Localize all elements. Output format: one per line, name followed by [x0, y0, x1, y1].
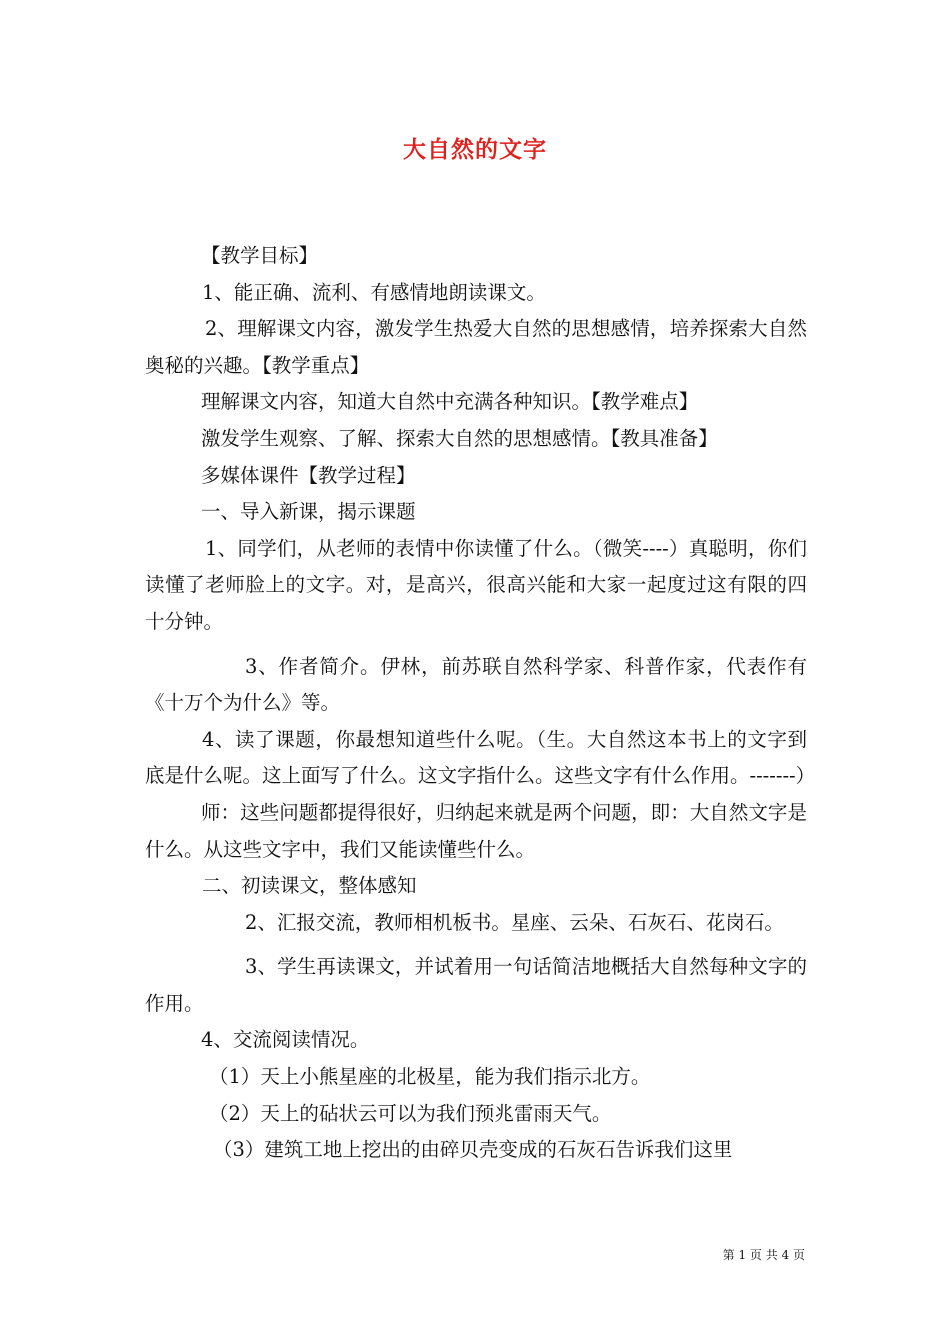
list-item: （3）建筑工地上挖出的由碎贝壳变成的石灰石告诉我们这里 — [213, 1138, 733, 1162]
paragraph: 多媒体课件【教学过程】 — [201, 463, 416, 487]
section-heading: 一、导入新课，揭示课题 — [201, 500, 416, 524]
paragraph: 2、理解课文内容，激发学生热爱大自然的思想感情，培养探索大自然奥秘的兴趣。【教学重点】 — [145, 317, 807, 377]
paragraph: 3、作者简介。伊林，前苏联自然科学家、科普作家，代表作有《十万个为什么》等。 — [145, 654, 807, 715]
spacer — [145, 941, 807, 949]
paragraph: 理解课文内容，知道大自然中充满各种知识。【教学难点】 — [201, 390, 699, 414]
page-number-footer: 第 1 页 共 4 页 — [722, 1248, 805, 1262]
paragraph: 4、交流阅读情况。 — [201, 1028, 370, 1052]
paragraph: 1、同学们，从老师的表情中你读懂了什么。（微笑----）真聪明，你们读懂了老师脸上的文字。对，是高兴，很高兴能和大家一起度过这有限的四十分钟。 — [145, 536, 807, 633]
paragraph: 2、汇报交流，教师相机板书。星座、云朵、石灰石、花岗石。 — [245, 910, 784, 934]
document-title: 大自然的文字 — [403, 136, 547, 163]
document-body — [145, 238, 816, 1169]
list-item: （2）天上的砧状云可以为我们预兆雷雨天气。 — [209, 1101, 612, 1125]
paragraph: 4、读了课题，你最想知道些什么呢。（生。大自然这本书上的文字到底是什么呢。这上面写了什么。这文字指什么。这些文字有什么作用。-------） — [145, 727, 816, 788]
spacer — [145, 641, 807, 649]
list-item: （1）天上小熊星座的北极星，能为我们指示北方。 — [209, 1065, 651, 1089]
section-heading: 二、初读课文，整体感知 — [202, 874, 417, 898]
paragraph: 师：这些问题都提得很好，归纳起来就是两个问题，即：大自然文字是什么。从这些文字中，我们又能读懂些什么。 — [145, 800, 807, 861]
paragraph: 3、学生再读课文，并试着用一句话简洁地概括大自然每种文字的作用。 — [145, 955, 807, 1015]
paragraph: 激发学生观察、了解、探索大自然的思想感情。【教具准备】 — [201, 426, 718, 450]
paragraph: 1、能正确、流利、有感情地朗读课文。 — [202, 280, 546, 304]
section-heading-teaching-goals: 【教学目标】 — [201, 244, 319, 267]
